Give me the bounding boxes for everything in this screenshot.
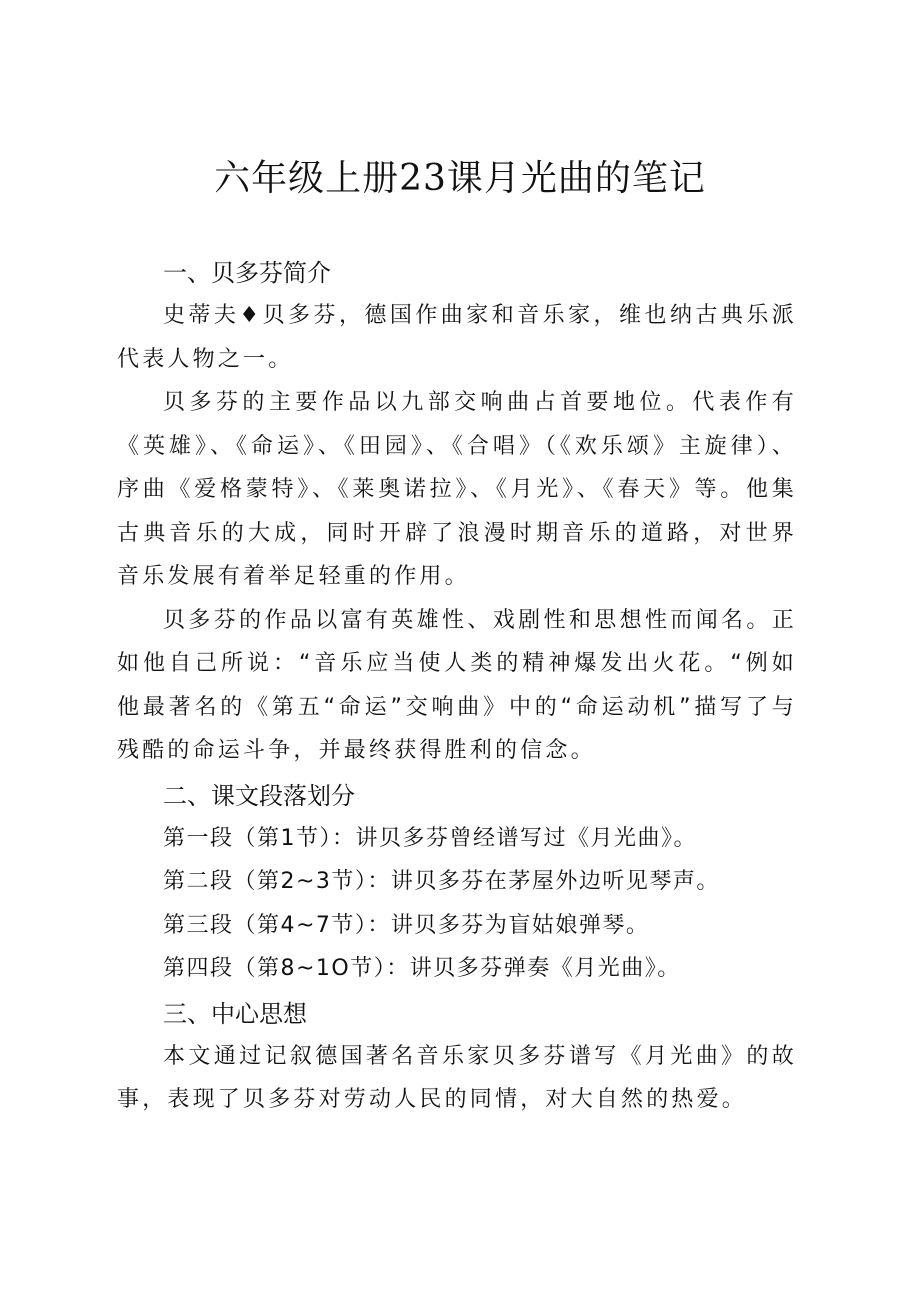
list-item: 第三段（第4~7节）：讲贝多芬为盲姑娘弹琴。 [163, 912, 650, 938]
section-heading-paragraph-division: 二、课文段落划分 [163, 781, 355, 810]
page-title: 六年级上册23课月光曲的笔记 [214, 158, 706, 199]
list-item: 第一段（第1节）：讲贝多芬曾经谱写过《月光曲》。 [163, 825, 697, 851]
document-body [117, 252, 797, 1122]
section-heading-central-idea: 三、中心思想 [163, 999, 307, 1028]
paragraph: 贝多芬的作品以富有英雄性、戏剧性和思想性而闻名。正如他自己所说：“音乐应当使人类的精神爆发出火花。“例如他最著名的《第五“命运”交响曲》中的“命运动机”描写了与残酷的命运斗争，并最终获得胜利的信念。 [117, 607, 797, 763]
section-heading-beethoven-intro: 一、贝多芬简介 [163, 259, 331, 287]
list-item: 第四段（第8~1O节）：讲贝多芬弹奏《月光曲》。 [163, 956, 681, 981]
paragraph: 史蒂夫♦贝多芬，德国作曲家和音乐家，维也纳古典乐派代表人物之一。 [117, 303, 797, 372]
paragraph: 贝多芬的主要作品以九部交响曲占首要地位。代表作有《英雄》、《命运》、《田园》、《合唱》（《欢乐颂》主旋律）、序曲《爱格蒙特》、《莱奥诺拉》、《月光》、《春天》等。他集古典音乐的大成，同时开辟了浪漫时期音乐的道路，对世界音乐发展有着举足轻重的作用。 [117, 390, 797, 589]
list-item: 第二段（第2~3节）：讲贝多芬在茅屋外边听见琴声。 [163, 869, 720, 894]
paragraph: 本文通过记叙德国著名音乐家贝多芬谱写《月光曲》的故事，表现了贝多芬对劳动人民的同情，对大自然的热爱。 [117, 1043, 797, 1112]
